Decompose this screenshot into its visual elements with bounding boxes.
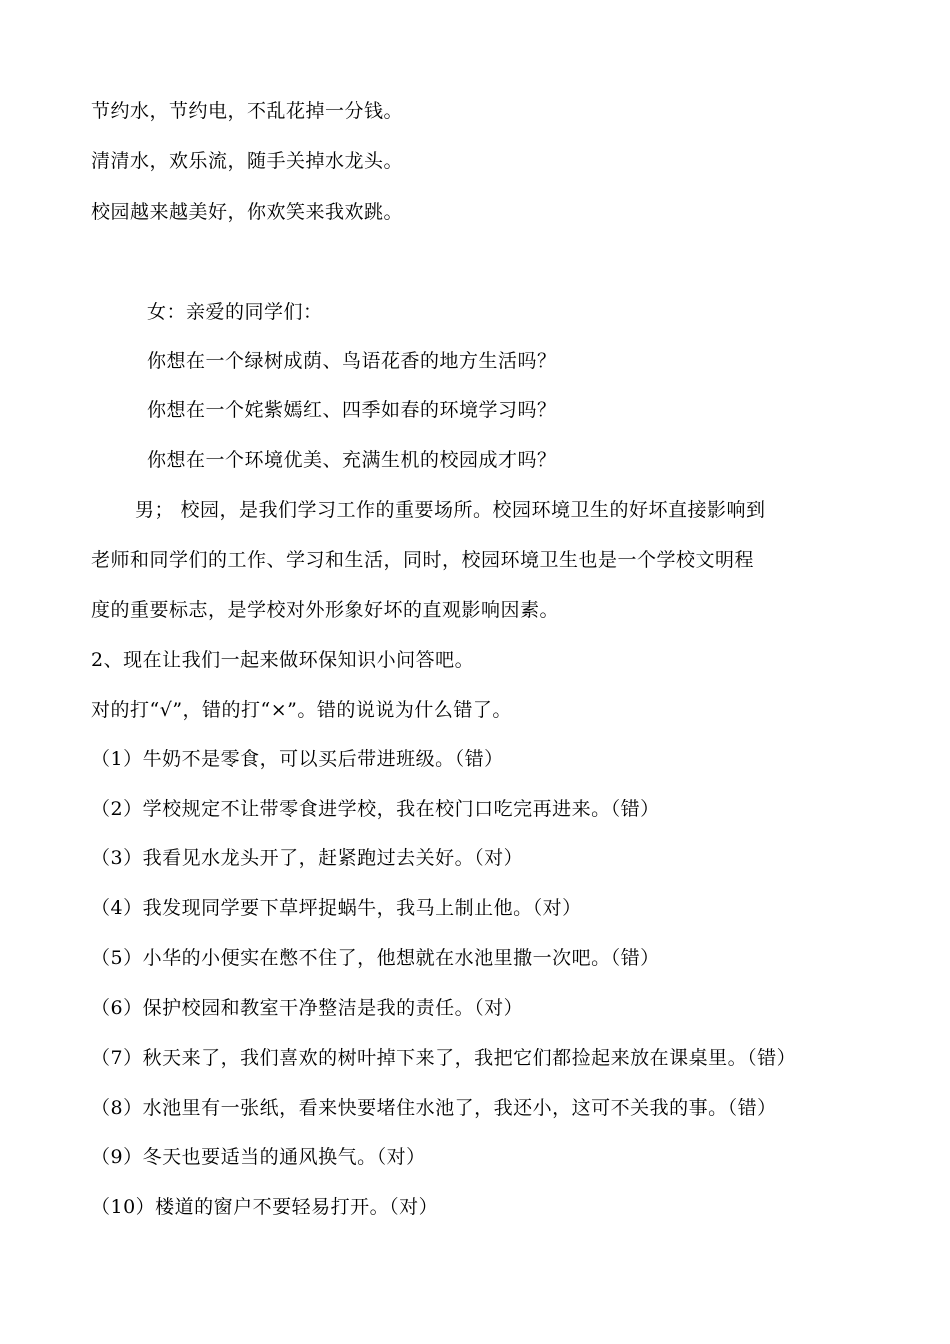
quiz-item-10: （10）楼道的窗户不要轻易打开。（对） [91, 1196, 439, 1218]
section-instruction: 对的打“√”，错的打“×”。错的说说为什么错了。 [91, 699, 512, 721]
female-question-1: 你想在一个绿树成荫、鸟语花香的地方生活吗？ [147, 350, 557, 372]
quiz-item-3: （3）我看见水龙头开了，赶紧跑过去关好。（对） [91, 847, 524, 869]
male-paragraph-line-1: 男； 校园，是我们学习工作的重要场所。校园环境卫生的好坏直接影响到 [135, 499, 766, 521]
poem-line-3: 校园越来越美好，你欢笑来我欢跳。 [91, 201, 404, 223]
quiz-item-9: （9）冬天也要适当的通风换气。（对） [91, 1146, 426, 1168]
quiz-item-2: （2）学校规定不让带零食进学校，我在校门口吃完再进来。（错） [91, 798, 660, 820]
male-paragraph-line-3: 度的重要标志，是学校对外形象好坏的直观影响因素。 [91, 599, 560, 621]
poem-line-2: 清清水，欢乐流，随手关掉水龙头。 [91, 150, 404, 172]
quiz-item-8: （8）水池里有一张纸，看来快要堵住水池了，我还小，这可不关我的事。（错） [91, 1097, 777, 1119]
quiz-item-5: （5）小华的小便实在憋不住了，他想就在水池里撒一次吧。（错） [91, 947, 660, 969]
poem-line-1: 节约水，节约电，不乱花掉一分钱。 [91, 100, 404, 122]
quiz-item-6: （6）保护校园和教室干净整洁是我的责任。（对） [91, 997, 524, 1019]
quiz-item-1: （1）牛奶不是零食，可以买后带进班级。（错） [91, 748, 504, 770]
female-question-2: 你想在一个姹紫嫣红、四季如春的环境学习吗？ [147, 399, 557, 421]
female-greeting: 女：亲爱的同学们： [147, 301, 323, 323]
quiz-item-7: （7）秋天来了，我们喜欢的树叶掉下来了，我把它们都捡起来放在课桌里。（错） [91, 1047, 797, 1069]
female-question-3: 你想在一个环境优美、充满生机的校园成才吗？ [147, 449, 557, 471]
section-heading: 2、现在让我们一起来做环保知识小问答吧。 [91, 649, 475, 671]
quiz-item-4: （4）我发现同学要下草坪捉蜗牛，我马上制止他。（对） [91, 897, 582, 919]
male-paragraph-line-2: 老师和同学们的工作、学习和生活，同时，校园环境卫生也是一个学校文明程 [91, 549, 755, 571]
